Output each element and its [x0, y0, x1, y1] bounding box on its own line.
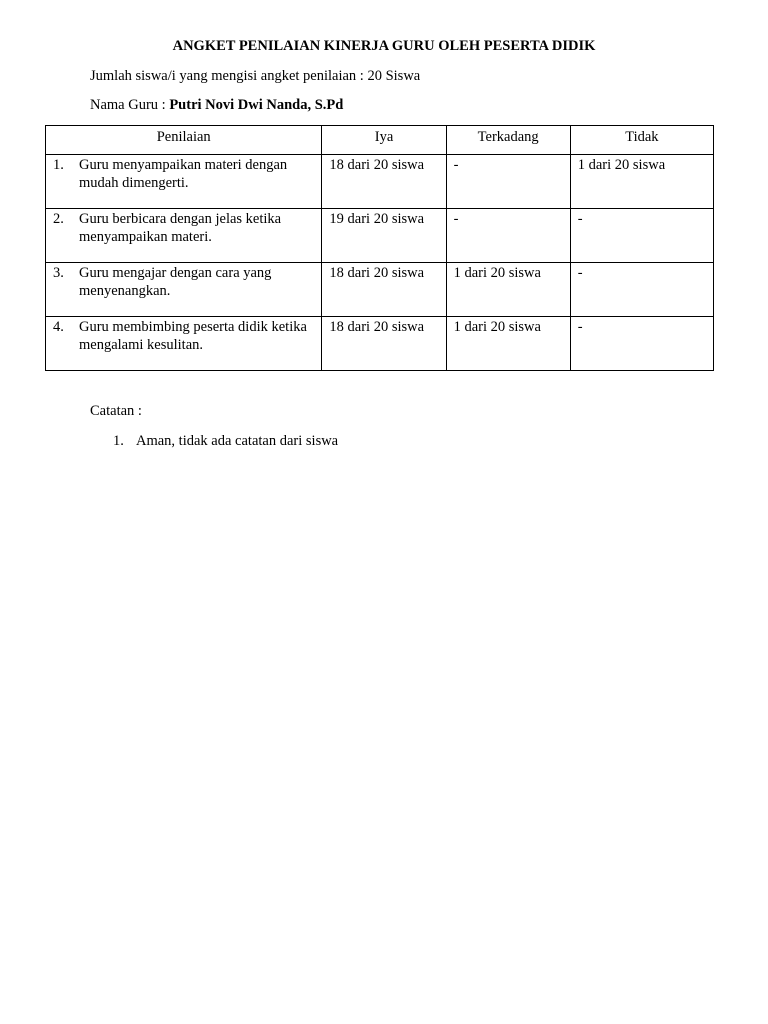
table-row [46, 263, 714, 317]
tidak-cell: - [570, 209, 713, 263]
table-row [46, 155, 714, 209]
statement-text: Guru mengajar dengan cara yang menyenangkan. [79, 265, 272, 299]
statement-number: 1. [53, 157, 64, 173]
statement-number: 2. [53, 211, 64, 227]
statement-cell [46, 263, 322, 317]
statement-text: Guru membimbing peserta didik ketika mengalami kesulitan. [79, 319, 307, 353]
statement-cell [46, 209, 322, 263]
table-header-row [46, 126, 714, 155]
tidak-cell: - [570, 263, 713, 317]
header-terkadang: Terkadang [446, 126, 570, 155]
statement-text: Guru menyampaikan materi dengan mudah dimengerti. [79, 157, 288, 191]
statement-number: 4. [53, 319, 64, 335]
header-tidak: Tidak [570, 126, 713, 155]
teacher-label: Nama Guru : [90, 97, 170, 113]
iya-cell: 18 dari 20 siswa [322, 317, 446, 371]
iya-cell: 19 dari 20 siswa [322, 209, 446, 263]
statement-text: Guru berbicara dengan jelas ketika menyampaikan materi. [79, 211, 282, 245]
note-list-item [113, 432, 338, 450]
header-penilaian: Penilaian [46, 126, 322, 155]
iya-cell: 18 dari 20 siswa [322, 263, 446, 317]
notes-label: Catatan : [90, 403, 142, 419]
note-number: 1. [113, 433, 124, 449]
terkadang-cell: 1 dari 20 siswa [446, 317, 570, 371]
teacher-name: Putri Novi Dwi Nanda, S.Pd [169, 97, 344, 113]
note-text: Aman, tidak ada catatan dari siswa [136, 433, 339, 449]
teacher-line [90, 96, 343, 114]
tidak-cell: 1 dari 20 siswa [570, 155, 713, 209]
document-title: ANGKET PENILAIAN KINERJA GURU OLEH PESERTA DIDIK [172, 38, 596, 54]
statement-cell [46, 317, 322, 371]
tidak-cell: - [570, 317, 713, 371]
students-count-line: Jumlah siswa/i yang mengisi angket penilaian : 20 Siswa [90, 68, 421, 84]
terkadang-cell: - [446, 209, 570, 263]
statement-cell [46, 155, 322, 209]
statement-number: 3. [53, 265, 64, 281]
terkadang-cell: - [446, 155, 570, 209]
table-row [46, 317, 714, 371]
header-iya: Iya [322, 126, 446, 155]
table-row [46, 209, 714, 263]
assessment-table [45, 125, 714, 371]
terkadang-cell: 1 dari 20 siswa [446, 263, 570, 317]
iya-cell: 18 dari 20 siswa [322, 155, 446, 209]
